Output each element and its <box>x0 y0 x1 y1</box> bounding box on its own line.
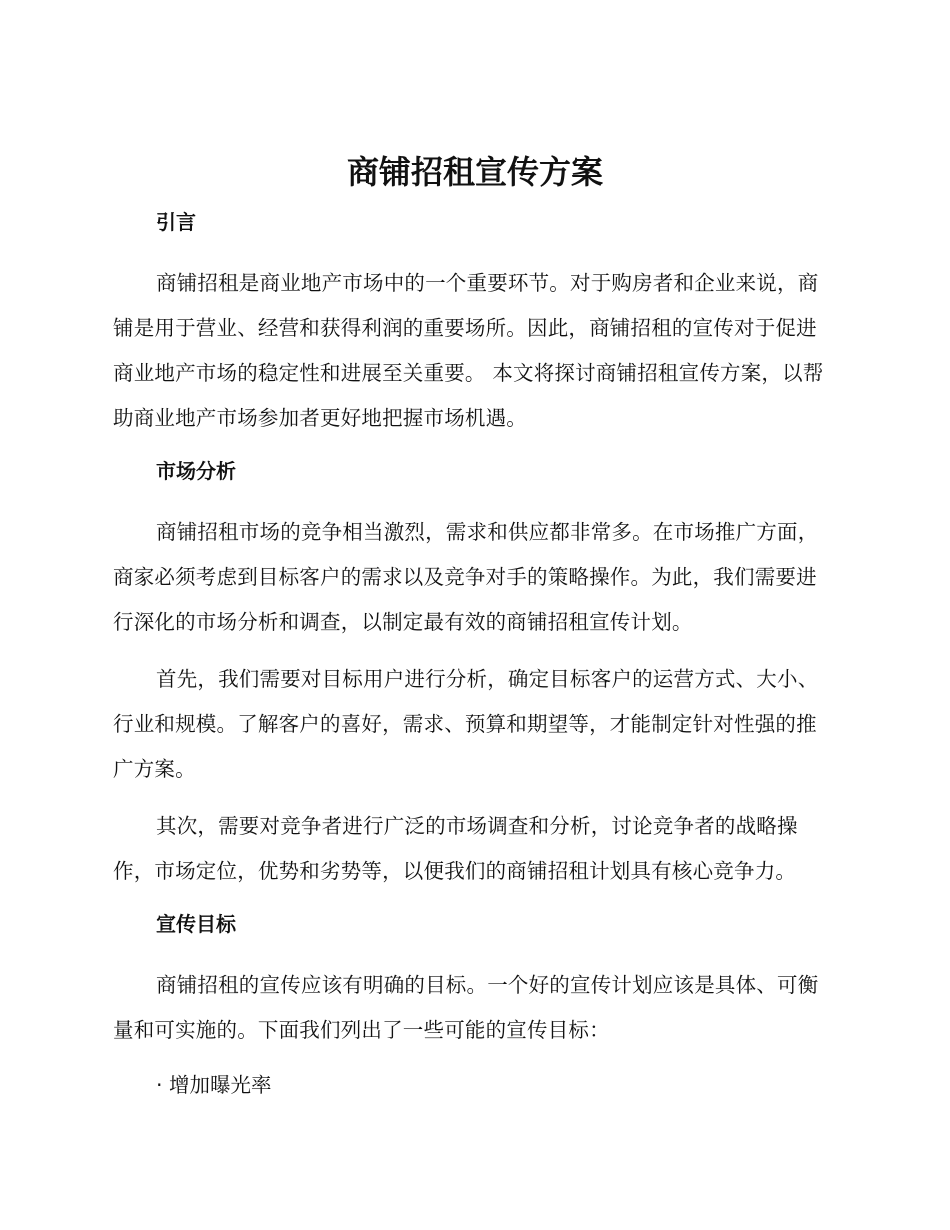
list-item: · 增加曝光率 <box>156 1073 272 1097</box>
paragraph: 其次，需要对竞争者进行广泛的市场调查和分析，讨论竞争者的战略操作，市场定位，优势和劣势等，以便我们的商铺招租计划具有核心竞争力。 <box>113 814 798 883</box>
paragraph: 商铺招租是商业地产市场中的一个重要环节。对于购房者和企业来说，商铺是用于营业、经营和获得利润的重要场所。因此，商铺招租的宣传对于促进商业地产市场的稳定性和进展至关重要。 本文将探讨商铺招租宣传方案，以帮助商业地产市场参加者更好地把握市场机遇。 <box>113 271 824 430</box>
section-heading: 引言 <box>156 210 196 234</box>
section-market-analysis <box>113 453 833 894</box>
document-body <box>113 204 833 1105</box>
section-introduction <box>113 204 833 441</box>
paragraph: 商铺招租市场的竞争相当激烈，需求和供应都非常多。在市场推广方面，商家必须考虑到目标客户的需求以及竞争对手的策略操作。为此，我们需要进行深化的市场分析和调查，以制定最有效的商铺招租宣传计划。 <box>113 520 819 634</box>
section-heading: 市场分析 <box>156 459 236 483</box>
paragraph: 商铺招租的宣传应该有明确的目标。一个好的宣传计划应该是具体、可衡量和可实施的。下面我们列出了一些可能的宣传目标： <box>113 973 819 1042</box>
document-title: 商铺招租宣传方案 <box>346 153 603 191</box>
paragraph: 首先，我们需要对目标用户进行分析，确定目标客户的运营方式、大小、行业和规模。了解客户的喜好，需求、预算和期望等，才能制定针对性强的推广方案。 <box>113 667 819 781</box>
section-promotion-goals <box>113 906 833 1105</box>
section-heading: 宣传目标 <box>156 912 236 936</box>
